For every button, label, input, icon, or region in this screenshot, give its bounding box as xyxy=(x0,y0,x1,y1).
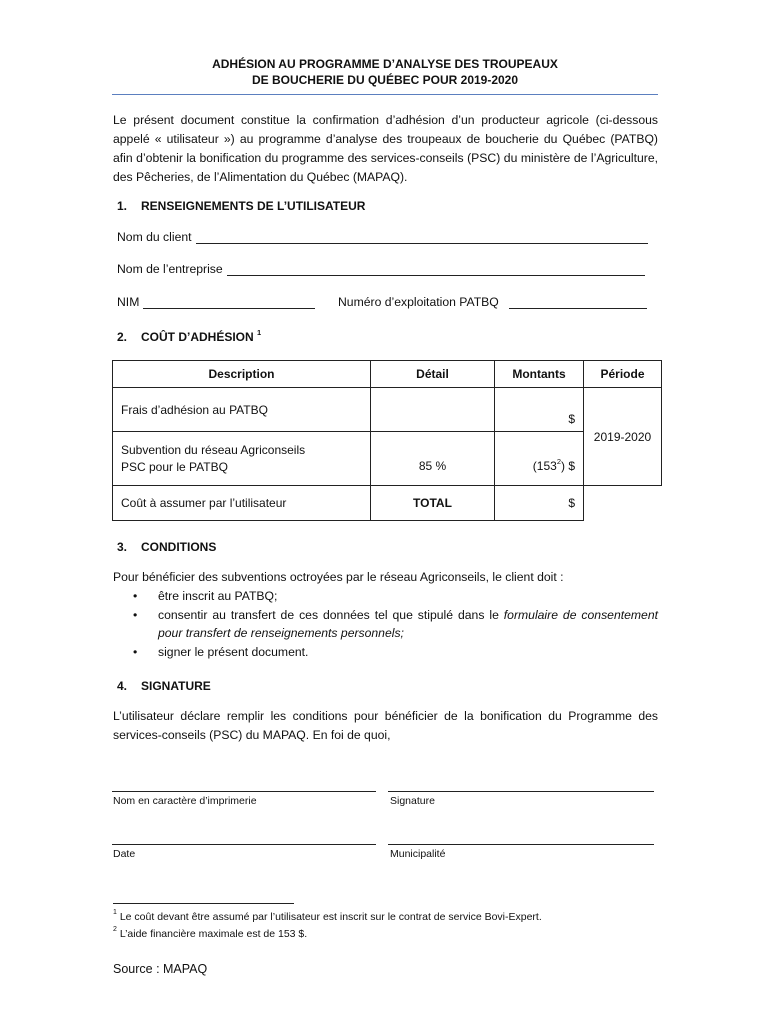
patbq-number-field[interactable] xyxy=(338,295,647,309)
nim-field[interactable] xyxy=(117,295,315,309)
footnote-ref-2: 2 xyxy=(556,457,561,466)
conditions-lead: Pour bénéficier des subventions octroyées par le réseau Agriconseils, le client doit : xyxy=(113,570,564,584)
section1-number: 1. xyxy=(117,199,128,213)
intro-paragraph: Le présent document constitue la confirmation d’adhésion d’un producteur agricole (ci-dessous appelé « utilisateur ») au programme d’analyse des troupeaux de boucherie du Québec (PATBQ) afin d’obtenir la bonification du programme des services-conseils (PSC) du ministère de l’Agriculture, des Pêcheries, de l’Alimentation du Québec (MAPAQ). xyxy=(113,113,658,184)
row3-description: Coût à assumer par l’utilisateur xyxy=(113,486,371,521)
cost-table xyxy=(112,360,662,521)
company-name-label: Nom de l’entreprise xyxy=(117,262,223,276)
footnote-1-number: 1 xyxy=(113,909,117,916)
section4-number: 4. xyxy=(117,679,128,693)
row2-amount-unit: ) $ xyxy=(560,459,575,473)
row2-description-line2: PSC pour le PATBQ xyxy=(121,459,228,474)
list-item: • signer le présent document. xyxy=(133,643,658,662)
row3-detail: TOTAL xyxy=(371,486,495,521)
section3-title: CONDITIONS xyxy=(141,540,217,554)
document-title-line1: ADHÉSION AU PROGRAMME D’ANALYSE DES TROUPEAUX xyxy=(212,57,558,71)
row2-description-line1: Subvention du réseau Agriconseils xyxy=(121,442,306,457)
date-label: Date xyxy=(113,848,136,860)
row1-detail[interactable] xyxy=(371,388,495,432)
header-period: Période xyxy=(584,361,662,388)
date-line[interactable] xyxy=(112,844,376,845)
section2-number: 2. xyxy=(117,330,128,344)
nim-label: NIM xyxy=(117,295,140,309)
title-divider xyxy=(112,94,658,95)
list-item xyxy=(133,606,658,643)
table-row xyxy=(113,486,662,521)
municipality-label: Municipalité xyxy=(390,848,446,860)
list-item: • être inscrit au PATBQ; xyxy=(133,587,658,606)
signature-label: Signature xyxy=(390,795,435,807)
source-label: Source : MAPAQ xyxy=(113,962,208,976)
footnote-2-number: 2 xyxy=(113,926,117,933)
conditions-list xyxy=(133,587,658,661)
client-name-label: Nom du client xyxy=(117,230,192,244)
footnote-ref-1: 1 xyxy=(257,328,262,337)
row3-empty xyxy=(584,486,662,521)
section1-title: RENSEIGNEMENTS DE L’UTILISATEUR xyxy=(141,199,366,213)
row2-amount xyxy=(495,432,584,486)
patbq-number-label: Numéro d’exploitation PATBQ xyxy=(338,295,499,309)
document-title-line2: DE BOUCHERIE DU QUÉBEC POUR 2019-2020 xyxy=(251,73,519,87)
signature-line[interactable] xyxy=(388,791,654,792)
signature-declaration: L’utilisateur déclare remplir les conditions pour bénéficier de la bonification du Programme des services-conseils (PSC) du MAPAQ. En foi de quoi, xyxy=(113,709,658,742)
footnote-1 xyxy=(113,911,542,923)
municipality-line[interactable] xyxy=(388,844,654,845)
client-name-field[interactable] xyxy=(117,230,648,244)
footnote-1-text: Le coût devant être assumé par l’utilisateur est inscrit sur le contrat de service Bovi-Expert. xyxy=(119,911,542,923)
section3-heading xyxy=(117,540,216,554)
section3-number: 3. xyxy=(117,540,128,554)
company-name-input[interactable] xyxy=(227,263,645,276)
patbq-number-input[interactable] xyxy=(509,296,647,309)
section4-title: SIGNATURE xyxy=(141,679,211,693)
footnote-divider xyxy=(113,903,294,904)
section2-heading xyxy=(117,329,261,344)
section2-title: COÛT D’ADHÉSION xyxy=(141,330,254,344)
row2-description xyxy=(113,432,371,486)
period-cell: 2019-2020 xyxy=(584,388,662,486)
client-name-input[interactable] xyxy=(196,231,648,244)
print-name-label: Nom en caractère d’imprimerie xyxy=(113,795,257,807)
header-description: Description xyxy=(113,361,371,388)
consent-form-reference: formulaire de consentement pour transfert de renseignements personnels; xyxy=(158,607,658,640)
print-name-line[interactable] xyxy=(112,791,376,792)
table-row xyxy=(113,388,662,432)
table-header-row xyxy=(113,361,662,388)
row2-detail: 85 % xyxy=(371,432,495,486)
company-name-field[interactable] xyxy=(117,262,645,276)
bullet2-text: consentir au transfert de ces données tel que stipulé dans le xyxy=(158,607,504,622)
nim-input[interactable] xyxy=(143,296,315,309)
section4-heading xyxy=(117,679,211,693)
header-amounts: Montants xyxy=(495,361,584,388)
row1-amount[interactable]: $ xyxy=(495,388,584,432)
footnote-2 xyxy=(113,928,307,940)
header-detail: Détail xyxy=(371,361,495,388)
table-row xyxy=(113,432,662,486)
footnote-2-text: L’aide financière maximale est de 153 $. xyxy=(119,928,308,940)
row2-amount-value: (153 xyxy=(532,459,557,473)
row3-amount[interactable]: $ xyxy=(495,486,584,521)
row1-description: Frais d’adhésion au PATBQ xyxy=(113,388,371,432)
section1-heading xyxy=(117,199,365,213)
